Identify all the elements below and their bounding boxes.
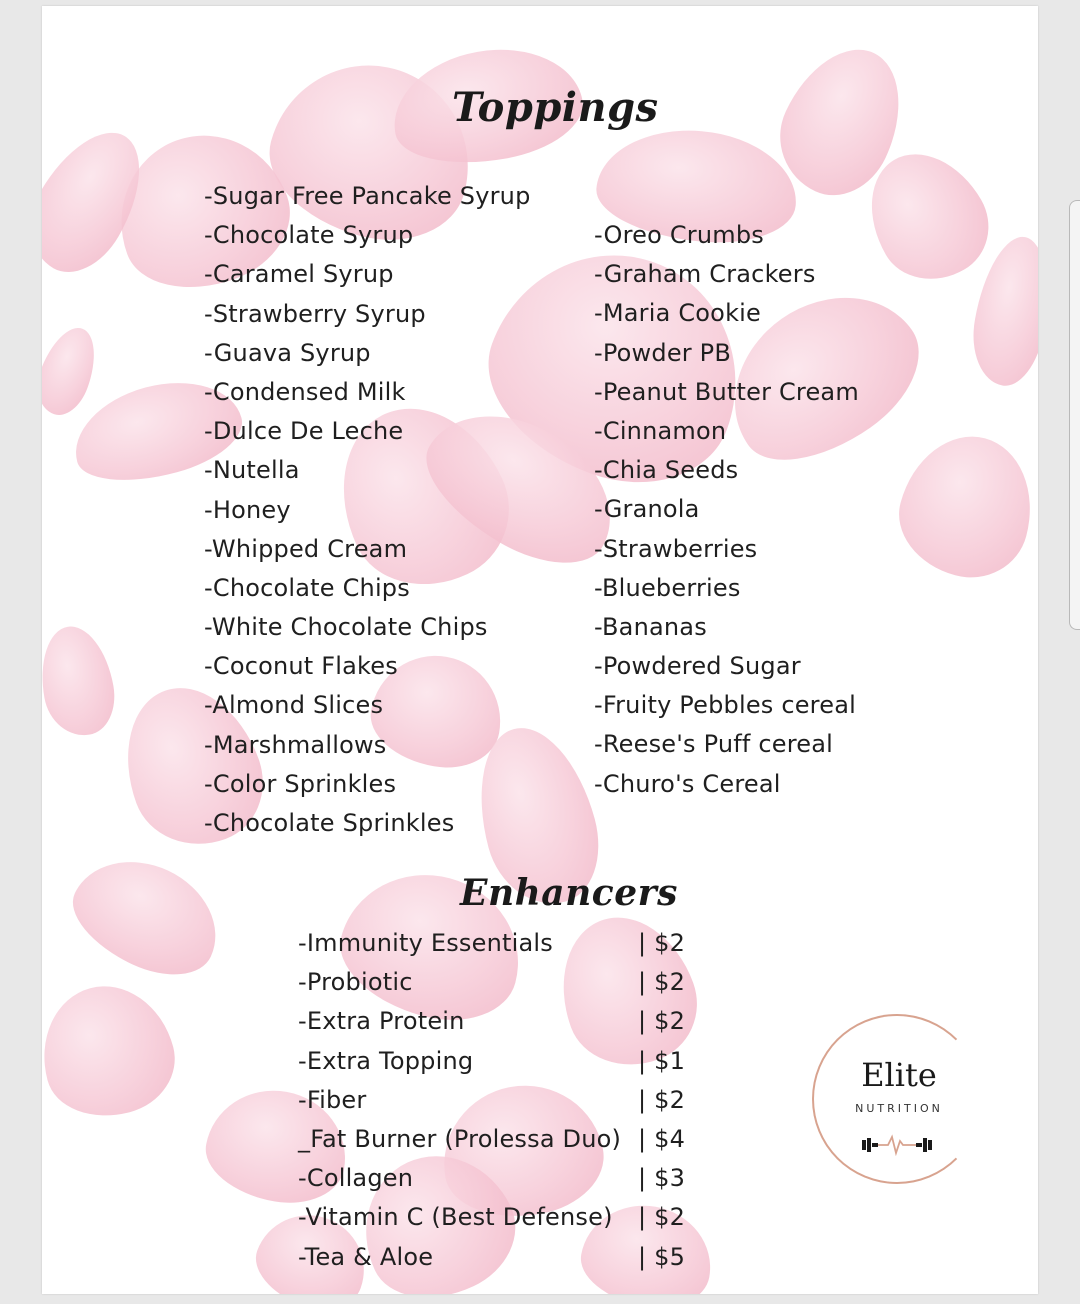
- list-item: -Fruity Pebbles cereal: [594, 691, 856, 720]
- list-item: -Oreo Crumbs: [594, 221, 764, 249]
- list-item: -Strawberries: [594, 534, 758, 563]
- enhancer-price: | $5: [638, 1242, 686, 1271]
- petal-decoration: [58, 839, 236, 993]
- list-item: -Almond Slices: [204, 691, 384, 720]
- petal-decoration: [886, 422, 1038, 591]
- list-item: -Condensed Milk: [204, 377, 406, 406]
- petal-decoration: [42, 621, 121, 741]
- enhancer-price: | $2: [638, 968, 686, 997]
- list-item: -Marshmallows: [204, 730, 387, 759]
- toppings-title: Toppings: [452, 84, 659, 131]
- list-item: -Sugar Free Pancake Syrup: [204, 182, 531, 210]
- elite-nutrition-logo: [804, 1000, 1002, 1198]
- enhancer-name: _Fat Burner (Prolessa Duo): [298, 1124, 622, 1153]
- list-item: -Nutella: [204, 456, 300, 485]
- list-item: -Chia Seeds: [594, 456, 739, 485]
- enhancer-price: | $2: [638, 1203, 686, 1232]
- dumbbell-heartbeat-icon: [860, 1134, 940, 1156]
- enhancer-name: -Fiber: [298, 1085, 367, 1114]
- menu-page: [42, 6, 1038, 1294]
- logo-name: Elite: [861, 1056, 937, 1094]
- list-item: -Maria Cookie: [594, 299, 762, 328]
- list-item: -Blueberries: [594, 573, 741, 602]
- enhancer-name: -Collagen: [298, 1164, 414, 1193]
- enhancer-name: -Extra Topping: [298, 1046, 474, 1075]
- scrollbar-handle[interactable]: [1069, 200, 1080, 630]
- list-item: -Graham Crackers: [594, 260, 816, 289]
- toppings-left-list: [204, 177, 531, 843]
- toppings-right-list: [594, 216, 859, 804]
- enhancer-name: -Tea & Aloe: [298, 1242, 434, 1271]
- list-item: -Bananas: [594, 612, 707, 641]
- petal-decoration: [42, 320, 106, 422]
- list-item: -Churo's Cereal: [594, 769, 781, 798]
- enhancer-name: -Probiotic: [298, 968, 413, 997]
- list-item: -Powder PB: [594, 338, 732, 367]
- list-item: -Cinnamon: [594, 416, 727, 445]
- list-item: -Peanut Butter Cream: [594, 377, 859, 406]
- enhancer-name: -Vitamin C (Best Defense): [298, 1203, 613, 1232]
- petal-decoration: [42, 971, 187, 1130]
- list-item: -Reese's Puff cereal: [594, 730, 834, 759]
- enhancer-price: | $3: [638, 1164, 686, 1193]
- enhancer-price: | $2: [638, 1085, 686, 1114]
- enhancer-name: -Immunity Essentials: [298, 929, 553, 957]
- list-item: -Chocolate Sprinkles: [204, 809, 455, 837]
- list-item: -Powdered Sugar: [594, 652, 801, 681]
- enhancers-title: Enhancers: [460, 872, 678, 914]
- enhancer-price: | $4: [638, 1124, 686, 1153]
- enhancer-price: | $1: [638, 1046, 686, 1075]
- list-item: -Strawberry Syrup: [204, 299, 426, 328]
- list-item: -Color Sprinkles: [204, 769, 397, 798]
- logo-ring: [812, 1014, 982, 1184]
- enhancers-list: [298, 924, 621, 1277]
- logo-subtitle: NUTRITION: [855, 1102, 943, 1115]
- list-item: -Coconut Flakes: [204, 652, 398, 681]
- list-item: -Guava Syrup: [204, 338, 371, 367]
- enhancer-price: | $2: [638, 929, 686, 957]
- enhancer-name: -Extra Protein: [298, 1007, 465, 1036]
- list-item: -Chocolate Chips: [204, 573, 410, 602]
- enhancers-price-list: [638, 924, 685, 1277]
- list-item: -White Chocolate Chips: [204, 613, 488, 642]
- list-item: -Honey: [204, 495, 291, 524]
- list-item: -Whipped Cream: [204, 534, 408, 563]
- enhancer-price: | $2: [638, 1007, 686, 1036]
- list-item: -Dulce De Leche: [204, 417, 404, 446]
- list-item: -Granola: [594, 495, 700, 524]
- list-item: -Chocolate Syrup: [204, 221, 414, 250]
- list-item: -Caramel Syrup: [204, 260, 394, 289]
